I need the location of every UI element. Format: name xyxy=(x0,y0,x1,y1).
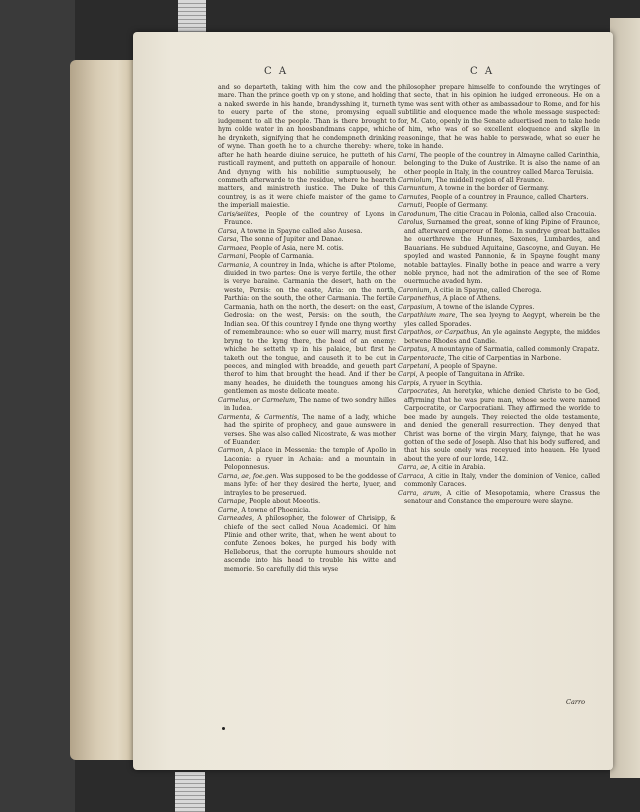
left-column xyxy=(218,84,396,574)
running-head-right: C A xyxy=(470,66,495,77)
dictionary-entry xyxy=(218,211,396,228)
entry-headword: Carmania xyxy=(218,261,250,269)
entry-headword: Carmelus, or Carmelum xyxy=(218,396,296,404)
dictionary-entry xyxy=(398,363,600,371)
entry-text: , People of Asia, nere M. cotis. xyxy=(246,244,344,252)
entry-headword: Carolus xyxy=(398,219,423,227)
dictionary-entry xyxy=(218,84,396,211)
entry-text: , People of Germany. xyxy=(422,202,488,210)
page-mark xyxy=(222,727,225,730)
entry-headword: Carmaea xyxy=(218,244,247,252)
entry-text: , The sea lyeyng to Aegypt, wherein be the yles called Sporades. xyxy=(404,312,600,328)
entry-text: , A people of Spayne. xyxy=(429,362,498,370)
entry-headword: Carnuti xyxy=(398,202,423,210)
entry-headword: Carsa xyxy=(218,227,237,235)
entry-headword: Carra, arum xyxy=(398,489,440,497)
running-head-left: C A xyxy=(264,66,289,77)
entry-headword: Carpasium xyxy=(398,303,433,311)
scale-ruler-bottom xyxy=(175,772,205,812)
entry-text: , The name of two sondry hilles in Iudea. xyxy=(224,396,396,413)
entry-text: , People of a countrey in Fraunce, called Charters. xyxy=(427,193,589,201)
entry-headword: Carnutes xyxy=(398,193,428,201)
dictionary-entry xyxy=(398,490,600,507)
entry-headword: Carne xyxy=(218,506,238,514)
dictionary-entry xyxy=(398,287,600,295)
dictionary-entry xyxy=(398,295,600,303)
dictionary-entry xyxy=(398,211,600,219)
entry-headword: Carneades xyxy=(218,515,253,523)
entry-headword: Carmani xyxy=(218,253,246,261)
entry-text: , A place of Athens. xyxy=(439,295,501,303)
entry-text: , People of the countrey of Lyons in Fraunce. xyxy=(224,210,396,227)
entry-text: , A citie of Mesopotamia, where Crassus the senatour and Constance the emperoure were slayne. xyxy=(404,489,601,506)
dictionary-entry xyxy=(218,498,396,506)
dictionary-entry xyxy=(398,84,600,152)
entry-headword: Carpi xyxy=(398,371,416,379)
entry-headword: Carpis xyxy=(398,379,419,387)
dictionary-entry xyxy=(398,464,600,472)
dictionary-entry xyxy=(398,371,600,379)
entry-headword: Carpocrates xyxy=(398,388,438,396)
entry-headword: Carpatus xyxy=(398,346,428,354)
dictionary-entry xyxy=(218,245,396,253)
entry-text: , The citie of Carpentias in Narbone. xyxy=(444,354,562,362)
dictionary-entry xyxy=(218,414,396,448)
catchword: Carro xyxy=(566,698,585,706)
dictionary-entry xyxy=(218,253,396,261)
entry-text: , Surnamed the great, sonne of king Pipine of Fraunce, and afterward emperour of Rome. In sundrye great battailes he ouerthrewe the Hunnes, Saxones, Lumbardes, and Bauarians. He subdued Aquitaine, Gascoyne, and Guyan. He spoyled and wasted Pannonie, & in Spayne fought many notable battayles. Finally bothe in peace and warre a very noble prynce, had not the admiration of the see of Rome ouermuche avaded hym. xyxy=(404,219,600,286)
dictionary-entry xyxy=(398,473,600,490)
entry-headword: Carpetani xyxy=(398,362,430,370)
dictionary-entry xyxy=(218,447,396,472)
entry-headword: Carnuntum xyxy=(398,185,435,193)
entry-text: , A towne in the border of Germany. xyxy=(434,185,549,193)
dictionary-entry xyxy=(398,152,600,177)
entry-headword: Carniolum xyxy=(398,176,432,184)
scale-ruler-top xyxy=(178,0,206,36)
entry-headword: Carmenta, & Carmentis xyxy=(218,413,298,421)
dictionary-entry xyxy=(398,202,600,210)
entry-text: , The sonne of Jupiter and Danae. xyxy=(236,236,344,244)
dictionary-entry xyxy=(218,473,396,498)
entry-headword: Carpathium mare xyxy=(398,312,456,320)
entry-text: , A towne in Spayne called also Ausesa. xyxy=(236,227,363,235)
entry-headword: Carni xyxy=(398,151,416,159)
dictionary-entry xyxy=(398,194,600,202)
background-left xyxy=(0,0,75,812)
entry-text: , The middell region of all Fraunce. xyxy=(431,176,545,184)
entry-headword: Carpentoracte xyxy=(398,354,445,362)
entry-text: , A people of Tanguitana in Afrike. xyxy=(415,371,525,379)
dictionary-entry xyxy=(398,185,600,193)
entry-text: , An yle againste Aegypte, the middes betwene Rhodes and Candie. xyxy=(404,329,600,345)
dictionary-entry xyxy=(398,304,600,312)
entry-headword: Carsa xyxy=(218,236,237,244)
entry-headword: Caris/seiites xyxy=(218,210,258,218)
entry-text: , A towne of Phoenicia. xyxy=(237,506,311,514)
book-fore-edge xyxy=(70,60,138,760)
entry-text: , A citie in Arabia. xyxy=(427,464,486,472)
entry-text: philosopher prepare himselfe to confounde the wrytinges of that secte, that in his opinion he iudged erroneous. He on a tyme was sent with other as ambassadour to Rome, and for his subtilitie and eloquence made the whole message suspected: for, M. Cato, openly in the Senate aduertised men to take hede of him, who was of so excellent eloquence and skylle in reasoninge, that he was hable to perswade, what so euer he toke in hande. xyxy=(398,84,600,151)
entry-headword: Carpanethus xyxy=(398,295,440,303)
right-column xyxy=(398,84,600,507)
entry-text: , A ryuer in Scythia. xyxy=(418,379,483,387)
dictionary-entry xyxy=(398,380,600,388)
entry-headword: Carna, ae, foe.gen. xyxy=(218,472,279,480)
entry-text: , A citie in Spayne, called Cheroga. xyxy=(429,286,542,294)
dictionary-entry xyxy=(398,329,600,346)
entry-headword: Caronium xyxy=(398,286,430,294)
entry-headword: Carraca xyxy=(398,472,424,480)
entry-text: , A towne of the islande Cypres. xyxy=(432,303,535,311)
dictionary-entry xyxy=(218,228,396,236)
entry-headword: Carodunum xyxy=(398,210,436,218)
dictionary-entry xyxy=(398,346,600,354)
entry-text: , People about Moeotis. xyxy=(245,498,321,506)
entry-text: , A mountayne of Sarmatia, called commonly Crapatz. xyxy=(427,346,600,354)
entry-text: , The name of a lady, whiche had the spirite of prophecy, and gaue aunswere in verses. She was also called Nicostrate, & was mother of Euander. xyxy=(224,413,396,447)
entry-text: , A philosopher, the folower of Chrisipp, & chiefe of the sect called Noua Academici. Of him Plinie and other write, that, when he went about to confute Zenoes bokes, he purged his body with Helleborus, that the corrupte humours shoulde not ascende into his head to trouble his witte and memorie. So carefully did this wyse xyxy=(224,515,396,573)
entry-text: , A citie in Italy, vnder the dominion of Venice, called commonly Caraces. xyxy=(404,472,600,489)
dictionary-entry xyxy=(218,262,396,397)
entry-text: , The people of the countrey in Almayne called Carinthia, belonging to the Duke of Austrike. It is also the name of an other people in Italy, in the countrey called Marca Teruisia. xyxy=(404,151,600,176)
facing-page-edge xyxy=(610,18,640,778)
entry-text: , The citie Cracau in Polonia, called also Cracouia. xyxy=(435,210,597,218)
entry-text: , A countrey in Inda, whiche is after Ptolome, diuided in two partes: One is verye fertile, the other is verye baraine. Carmania the desert, hath on the weste, Persis: on the easte, Aria: on the north, Parthia: on the south, the other Carmania. The fertile Carmania, hath on the north, the desert: on the east, Gedrosia: on the west, Persis: on the south, the Indian sea. Of this countrey I fynde one thyng worthy of remembraunce: who so euer will marry, must first bryng to the kyng there, the head of an enemy: whiche he setteth vp in his palaice, but first he taketh out the tongue, and causeth it to be cut in peeces, and mingled with breadde, and geueth part therof to him that brought the head. And if ther be many heades, he diuideth the toungues among his gentlemen as moste delicate meate. xyxy=(224,261,396,396)
entry-text: , A place in Messenia: the temple of Apollo in Laconia: a ryuer in Achaia: and a mountain in Peloponnesus. xyxy=(224,447,396,472)
dictionary-entry xyxy=(398,177,600,185)
entry-text: Was supposed to be the goddesse of mans lyfe: of her they desired the herte, lyuer, and intrayles to be preserued. xyxy=(224,472,396,497)
entry-text: , An heretyke, whiche denied Christe to be God, affyrming that he was pure man, whose secte were named Carpocratite, or Carpocratiani. They affirmed the worlde to bee made by aungels. They reiected the olde testamente, and denied the generall resurrection. They denyed that Christ was borne of the virgin Mary, faiynge, that he was gotten of the sede of Joseph. Also that his body suffered, and that his soule onely was receyued into heauen. He lyued about the yere of our lorde, 142. xyxy=(404,388,600,463)
entry-headword: Carmon xyxy=(218,447,244,455)
entry-headword: Carnape xyxy=(218,498,246,506)
entry-text: and so departeth, taking with him the cow and the mare. Than the prince goeth vp on y stone, and holding a naked swerde in his hande, brandysshing it, turneth to euery parte of the stone, promysing equall iudgement to all the people. Than is there brought to hym colde water in an hoosbandmans cappe, whiche he drynketh, signifying that he condempneth drinking of wyne. Than goeth he to a churche thereby: where, after he hath hearde diuine seruice, he putteth of his rusticall rayment, and putteth on apparaile of honour. And dynyng with his nobilitie sumptuousely, he commeth afterwarde to the residue, where he heareth matters, and ministreth iustice. The Duke of this countrey, is as it were chiefe maister of the game to the imperiall maiestie. xyxy=(218,84,396,210)
dictionary-entry xyxy=(218,515,396,574)
dictionary-entry xyxy=(218,397,396,414)
dictionary-entry xyxy=(398,388,600,464)
dictionary-entry xyxy=(398,355,600,363)
dictionary-entry xyxy=(398,219,600,287)
entry-headword: Carra, ae xyxy=(398,464,428,472)
dictionary-entry xyxy=(218,236,396,244)
dictionary-entry xyxy=(398,312,600,329)
dictionary-entry xyxy=(218,507,396,515)
entry-text: , People of Carmania. xyxy=(245,253,314,261)
entry-headword: Carpathos, or Carpathus xyxy=(398,329,478,337)
